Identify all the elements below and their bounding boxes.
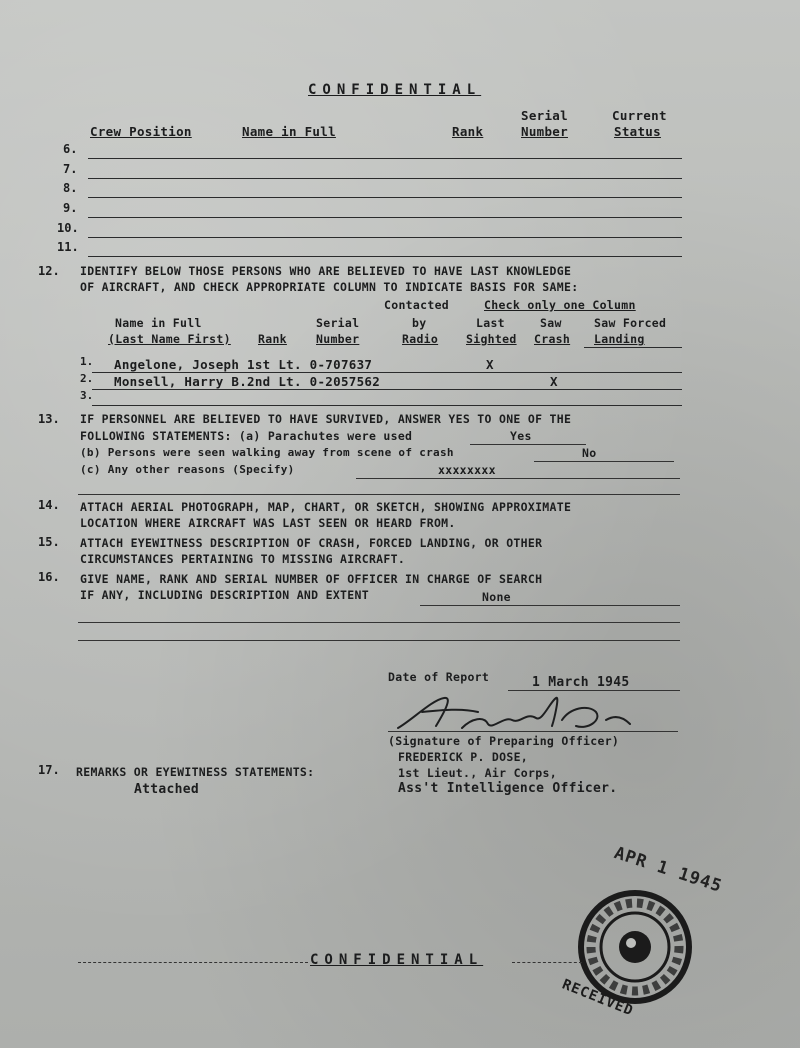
- item16-line1: GIVE NAME, RANK AND SERIAL NUMBER OF OFFICER IN CHARGE OF SEARCH: [80, 572, 543, 586]
- officer-name: FREDERICK P. DOSE,: [398, 750, 529, 764]
- item17-value: Attached: [134, 782, 200, 797]
- col-status-1: Current: [612, 108, 667, 123]
- entry-line: [92, 405, 682, 406]
- item16-line2: IF ANY, INCLUDING DESCRIPTION AND EXTENT: [80, 588, 369, 602]
- footer-rule-right: [512, 962, 582, 963]
- item12-col-saw-1: Saw: [540, 316, 562, 330]
- entry-num: 2.: [80, 372, 94, 385]
- item13-answer-b: No: [582, 446, 597, 460]
- item16-answer: None: [482, 590, 511, 604]
- item13-number: 13.: [38, 412, 60, 426]
- officer-rank: 1st Lieut., Air Corps,: [398, 766, 557, 780]
- item13-answer-b-line: [534, 461, 674, 462]
- entry-num: 3.: [80, 389, 94, 402]
- item12-line1: IDENTIFY BELOW THOSE PERSONS WHO ARE BELIEVED TO HAVE LAST KNOWLEDGE: [80, 264, 572, 278]
- col-status-2: Status: [614, 124, 661, 139]
- item12-col-last-1: Last: [476, 316, 505, 330]
- col-serial-1: Serial: [521, 108, 568, 123]
- item17-number: 17.: [38, 763, 60, 777]
- crew-row-line: [88, 158, 682, 159]
- item14-line2: LOCATION WHERE AIRCRAFT WAS LAST SEEN OR HEARD FROM.: [80, 516, 456, 530]
- item12-col-saw-2: Crash: [534, 332, 571, 346]
- col-name-in-full: Name in Full: [242, 124, 336, 139]
- crew-row-line: [88, 237, 682, 238]
- officer-title: Ass't Intelligence Officer.: [398, 781, 618, 796]
- item13-line4: (c) Any other reasons (Specify): [80, 463, 295, 476]
- item13-line2: FOLLOWING STATEMENTS: (a) Parachutes were used: [80, 429, 413, 443]
- item13-line1: IF PERSONNEL ARE BELIEVED TO HAVE SURVIVED, ANSWER YES TO ONE OF THE: [80, 412, 572, 426]
- date-stamp: APR 1 1945: [611, 843, 725, 897]
- item12-col-serial-2: Number: [316, 332, 360, 346]
- col-rank: Rank: [452, 124, 484, 139]
- item16-number: 16.: [38, 570, 60, 584]
- item12-col-forced-1: Saw Forced: [594, 316, 667, 330]
- item12-header-rule: [584, 347, 682, 348]
- entry-line: [92, 389, 682, 390]
- item12-col-rank: Rank: [258, 332, 287, 346]
- item12-col-by: by: [412, 316, 427, 330]
- entry-line: [92, 372, 682, 373]
- entry-mark: X: [486, 357, 494, 372]
- footer-title: CONFIDENTIAL: [310, 952, 484, 968]
- item12-col-forced-2: Landing: [594, 332, 645, 346]
- item12-number: 12.: [38, 264, 60, 278]
- item13-answer-c-line: [356, 478, 680, 479]
- signature-line: [388, 731, 678, 732]
- crew-row-line: [88, 217, 682, 218]
- item16-blank-line: [78, 622, 680, 623]
- item12-line2: OF AIRCRAFT, AND CHECK APPROPRIATE COLUMN TO INDICATE BASIS FOR SAME:: [80, 280, 579, 294]
- item12-col-last-2: Sighted: [466, 332, 517, 346]
- crew-row-num: 9.: [63, 201, 78, 215]
- crew-row-num: 6.: [63, 142, 78, 156]
- item13-answer-a: Yes: [510, 429, 532, 443]
- item13-line3: (b) Persons were seen walking away from scene of crash: [80, 446, 454, 459]
- signature-label: (Signature of Preparing Officer): [388, 734, 620, 748]
- item13-answer-c: xxxxxxxx: [438, 463, 496, 477]
- crew-row-num: 11.: [57, 240, 79, 254]
- item12-col-name-1: Name in Full: [115, 316, 202, 330]
- crew-row-line: [88, 178, 682, 179]
- item17-label: REMARKS OR EYEWITNESS STATEMENTS:: [76, 765, 315, 779]
- item12-contacted: Contacted: [384, 298, 450, 312]
- item16-answer-line: [420, 605, 680, 606]
- item14-number: 14.: [38, 498, 60, 512]
- entry-num: 1.: [80, 355, 94, 368]
- crew-row-num: 8.: [63, 181, 78, 195]
- col-crew-position: Crew Position: [90, 124, 192, 139]
- item12-col-name-2: (Last Name First): [108, 332, 231, 346]
- footer-rule-left: [78, 962, 308, 963]
- header-title: CONFIDENTIAL: [308, 82, 482, 98]
- report-date-value: 1 March 1945: [532, 675, 630, 690]
- item15-line2: CIRCUMSTANCES PERTAINING TO MISSING AIRCRAFT.: [80, 552, 406, 566]
- item12-col-serial-1: Serial: [316, 316, 360, 330]
- item12-check-only: Check only one Column: [484, 298, 636, 312]
- crew-row-line: [88, 256, 682, 257]
- crew-row-num: 7.: [63, 162, 78, 176]
- entry-text: Angelone, Joseph 1st Lt. 0-707637: [114, 357, 373, 372]
- item13-answer-a-line: [470, 444, 586, 445]
- item15-line1: ATTACH EYEWITNESS DESCRIPTION OF CRASH, FORCED LANDING, OR OTHER: [80, 536, 543, 550]
- item13-blank-line: [78, 494, 680, 495]
- entry-mark: X: [550, 374, 558, 389]
- item14-line1: ATTACH AERIAL PHOTOGRAPH, MAP, CHART, OR SKETCH, SHOWING APPROXIMATE: [80, 500, 572, 514]
- crew-row-line: [88, 197, 682, 198]
- col-serial-2: Number: [521, 124, 568, 139]
- report-date-label: Date of Report: [388, 670, 490, 684]
- received-stamp: RECEIVED: [559, 976, 636, 1020]
- crew-row-num: 10.: [57, 221, 79, 235]
- item15-number: 15.: [38, 535, 60, 549]
- entry-text: Monsell, Harry B.2nd Lt. 0-2057562: [114, 374, 381, 389]
- item12-col-radio: Radio: [402, 332, 439, 346]
- item16-blank-line: [78, 640, 680, 641]
